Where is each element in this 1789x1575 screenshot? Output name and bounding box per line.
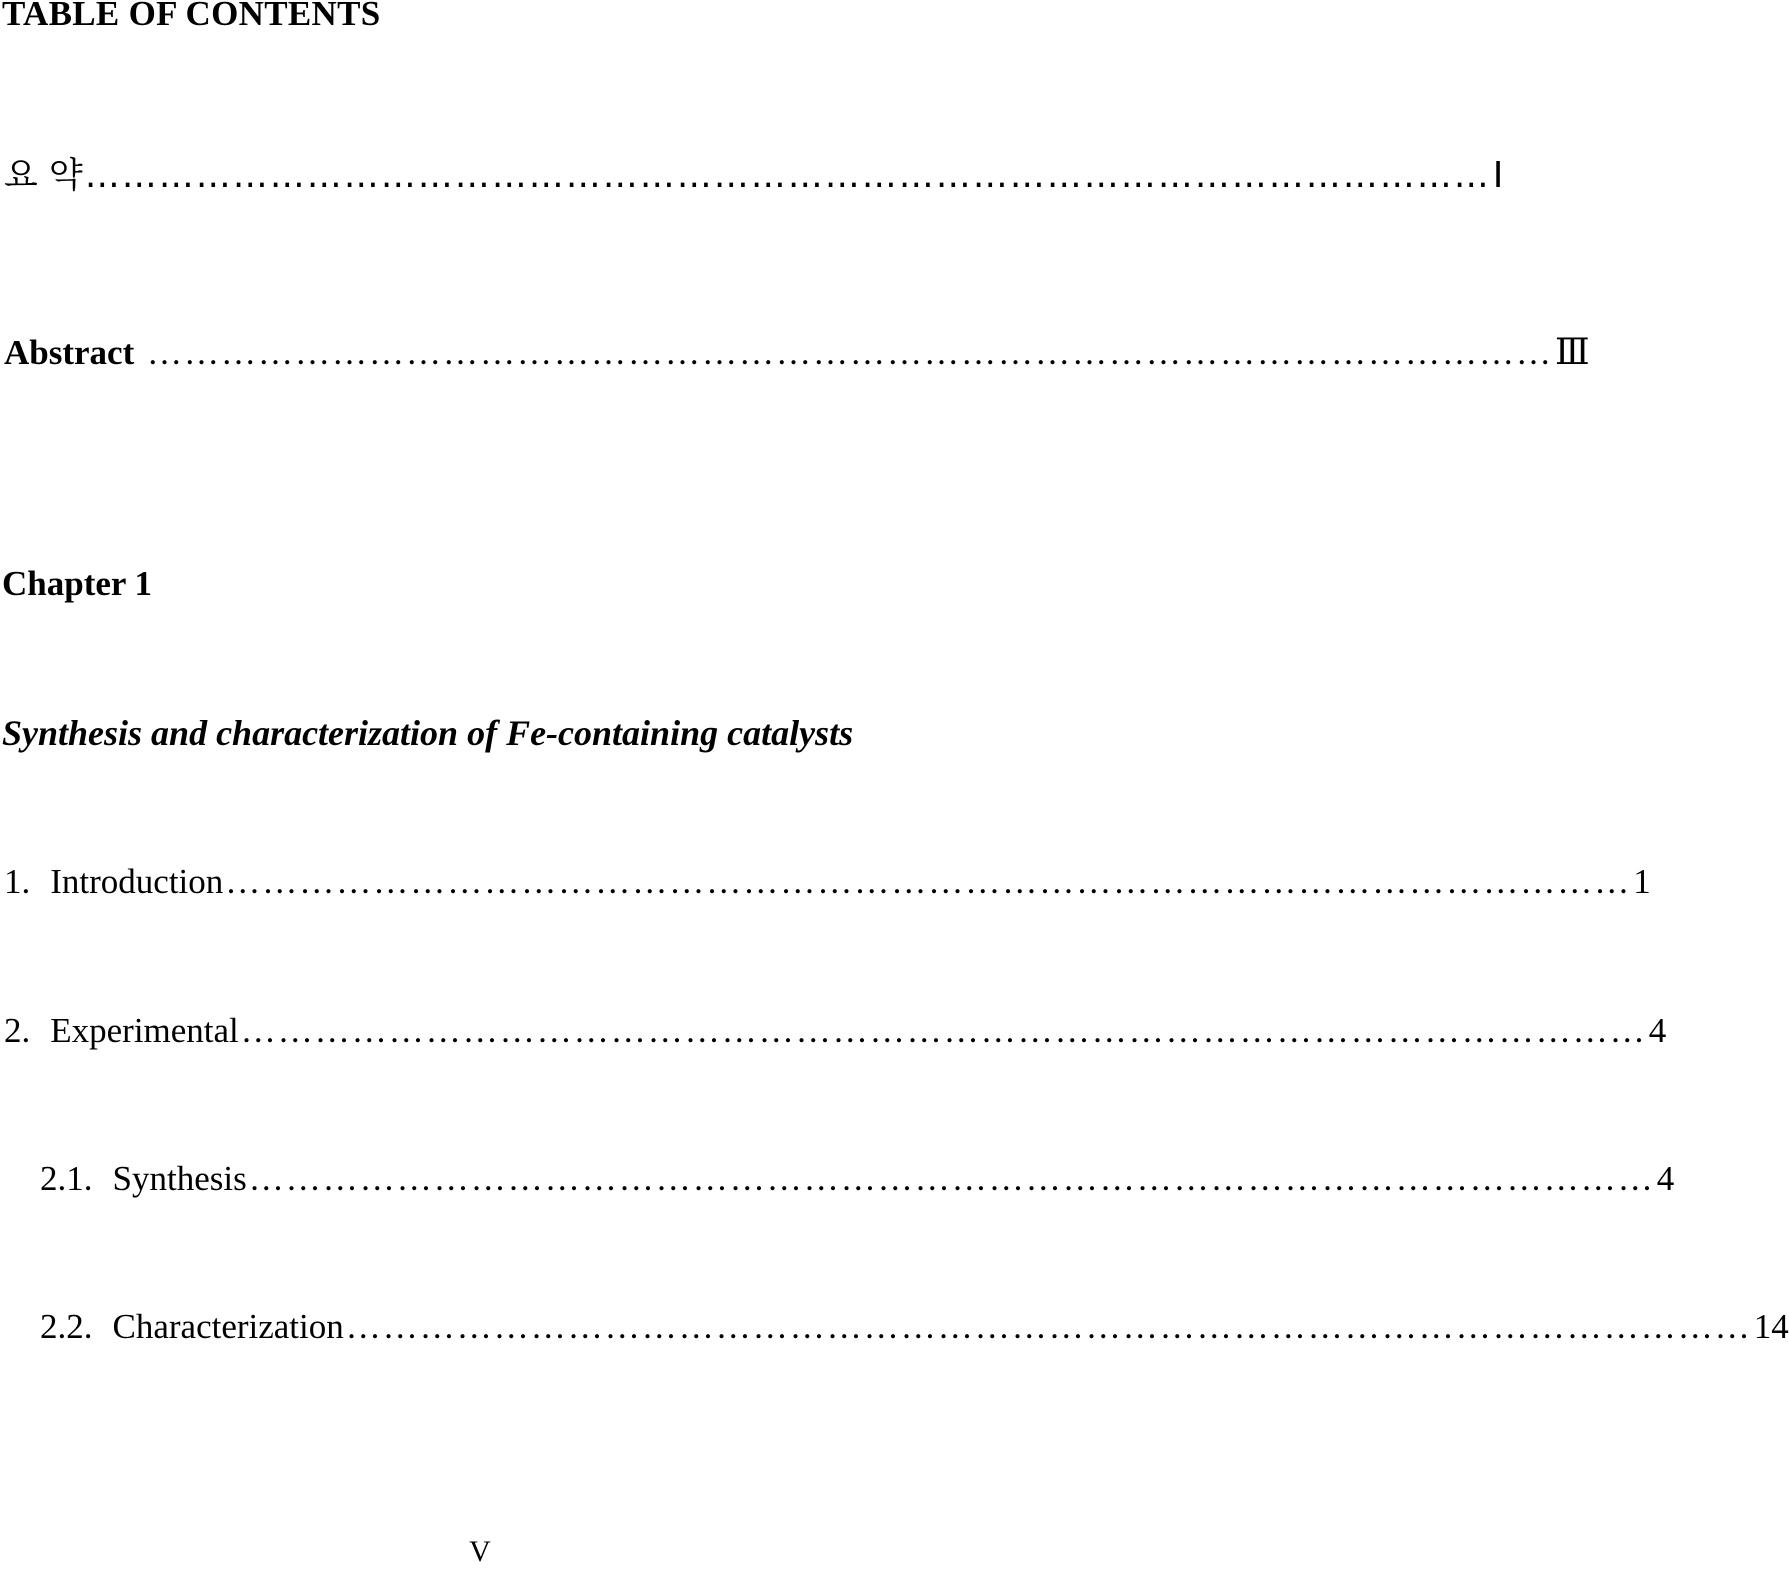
toc-entry-number: 2.2. [40,1307,93,1346]
chapter-heading: Chapter 1 [2,564,153,603]
toc-entry-number: 2.1. [40,1159,93,1198]
dot-leader: …………………………………………………………………………………………………… [136,333,1553,372]
toc-entry-page: 14 [1753,1307,1789,1346]
toc-entry-page: 1 [1633,862,1651,901]
toc-entry-label: Characterization [112,1307,344,1346]
toc-entry-page: Ⅰ [1492,155,1504,195]
dot-leader: …………………………………………………………………………………………………… [248,1159,1655,1198]
toc-entry-korean-summary[interactable] [4,153,1504,198]
toc-entry-abstract[interactable] [4,330,1590,375]
chapter-title: Synthesis and characterization of Fe-containing catalysts [2,713,854,753]
page-title: TABLE OF CONTENTS [2,0,381,33]
toc-entry[interactable] [40,1305,1789,1349]
toc-entry[interactable] [4,860,1651,904]
dot-leader: …………………………………………………………………………………………………… [84,156,1491,196]
toc-entry-label: 요 약 [4,156,83,196]
page-number: V [469,1535,491,1568]
toc-entry[interactable] [40,1157,1675,1201]
toc-entry-page: 4 [1648,1011,1667,1050]
toc-entry[interactable] [4,1009,1667,1053]
dot-leader: …………………………………………………………………………………………………… [225,862,1632,901]
toc-entry-number: 1. [4,862,31,901]
toc-entry-page: 4 [1656,1159,1675,1198]
toc-entry-label: Experimental [50,1011,239,1050]
toc-entry-label: Introduction [50,862,224,901]
toc-entry-number: 2. [4,1011,31,1050]
toc-entry-page: Ⅲ [1555,332,1590,372]
toc-entry-label: Abstract [4,333,135,372]
toc-entry-label: Synthesis [112,1159,247,1198]
dot-leader: …………………………………………………………………………………………………… [240,1011,1647,1050]
dot-leader: …………………………………………………………………………………………………… [345,1307,1752,1346]
